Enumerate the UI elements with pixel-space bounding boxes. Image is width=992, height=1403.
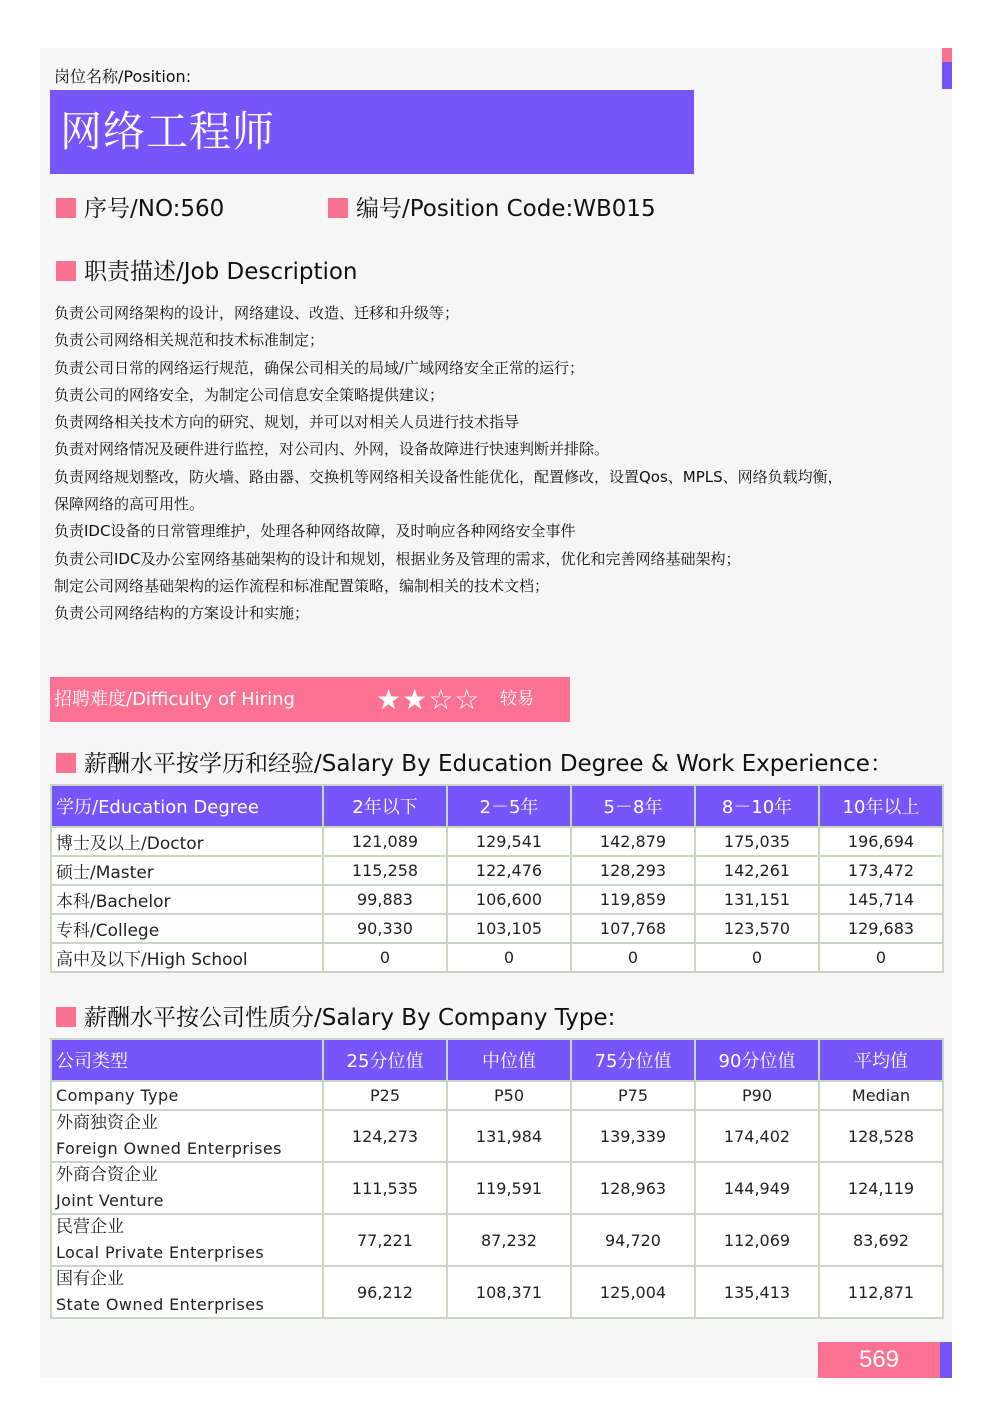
job-title: 网络工程师: [50, 90, 694, 174]
description-line: 负责IDC设备的日常管理维护，处理各种网络故障，及时响应各种网络安全事件: [54, 522, 576, 541]
table-cell: 128,963: [571, 1162, 695, 1214]
row-label: 专科/College: [51, 914, 323, 943]
table-cell: 119,591: [447, 1162, 571, 1214]
hiring-difficulty-bar: [50, 677, 570, 722]
corner-accent-pink: [942, 48, 952, 62]
column-header: 中位值: [447, 1039, 571, 1081]
table-cell: 142,261: [695, 856, 819, 885]
row-label-cn: 外商合资企业: [56, 1165, 158, 1185]
row-label-en: Joint Venture: [56, 1191, 164, 1210]
table-cell: 122,476: [447, 856, 571, 885]
table-cell: 142,879: [571, 827, 695, 856]
row-label-cn: 国有企业: [56, 1269, 124, 1289]
table-cell: P75: [571, 1081, 695, 1110]
table-cell: 128,528: [819, 1110, 943, 1162]
table-cell: 103,105: [447, 914, 571, 943]
table-row: [51, 914, 943, 943]
row-label: 硕士/Master: [51, 856, 323, 885]
row-label-cn: 民营企业: [56, 1217, 124, 1237]
table-cell: 115,258: [323, 856, 447, 885]
table-cell: 90,330: [323, 914, 447, 943]
salary-company-heading: [56, 999, 615, 1032]
row-label-en: State Owned Enterprises: [56, 1295, 265, 1314]
page-number: 569: [818, 1342, 940, 1378]
bullet-square: [56, 753, 76, 773]
row-label: [51, 1110, 323, 1162]
bullet-square: [56, 261, 76, 281]
hiring-difficulty-level: 较易: [500, 689, 534, 709]
table-subheader-row: [51, 1081, 943, 1110]
column-header: 10年以上: [819, 785, 943, 827]
table-cell: 112,871: [819, 1266, 943, 1318]
table-cell: Median: [819, 1081, 943, 1110]
position-label: 岗位名称/Position:: [54, 67, 192, 86]
column-header: 2年以下: [323, 785, 447, 827]
description-line: 负责公司网络架构的设计，网络建设、改造、迁移和升级等；: [54, 304, 460, 322]
table-cell: 87,232: [447, 1214, 571, 1266]
table-cell: 175,035: [695, 827, 819, 856]
table-cell: 108,371: [447, 1266, 571, 1318]
row-label-en: Company Type: [56, 1085, 179, 1105]
description-line: 负责网络规划整改，防火墙、路由器、交换机等网络相关设备性能优化，配置修改，设置Qos、MPLS、网络负载均衡，: [54, 467, 843, 486]
table-cell: 131,151: [695, 885, 819, 914]
row-label: [51, 1081, 323, 1110]
table-row: [51, 1214, 943, 1266]
table-cell: 173,472: [819, 856, 943, 885]
column-header: 75分位值: [571, 1039, 695, 1081]
table-cell: 77,221: [323, 1214, 447, 1266]
column-header: 5－8年: [571, 785, 695, 827]
column-header: 学历/Education Degree: [51, 785, 323, 827]
table-cell: 174,402: [695, 1110, 819, 1162]
salary-company-table: [50, 1038, 944, 1319]
row-label: 高中及以下/High School: [51, 943, 323, 972]
column-header: 公司类型: [51, 1039, 323, 1081]
table-row: [51, 1110, 943, 1162]
column-header: 90分位值: [695, 1039, 819, 1081]
star-rating-icon: ★★☆☆: [376, 683, 481, 716]
table-cell: P25: [323, 1081, 447, 1110]
table-cell: 131,984: [447, 1110, 571, 1162]
table-cell: 0: [571, 943, 695, 972]
serial-number: [56, 190, 224, 223]
table-cell: 107,768: [571, 914, 695, 943]
salary-education-heading-text: 薪酬水平按学历和经验/Salary By Education Degree & Work Experience：: [84, 751, 893, 777]
bullet-square: [56, 1007, 76, 1027]
description-line: 负责网络相关技术方向的研究、规划，并可以对相关人员进行技术指导: [54, 413, 520, 432]
row-label: [51, 1162, 323, 1214]
table-cell: 129,541: [447, 827, 571, 856]
table-cell: 106,600: [447, 885, 571, 914]
table-cell: 96,212: [323, 1266, 447, 1318]
table-row: [51, 856, 943, 885]
row-label: [51, 1266, 323, 1318]
description-line: 负责公司IDC及办公室网络基础架构的设计和规划，根据业务及管理的需求，优化和完善网络基础架构；: [54, 549, 741, 568]
position-code-text: 编号/Position Code:WB015: [356, 196, 656, 222]
table-cell: 121,089: [323, 827, 447, 856]
description-line: 制定公司网络基础架构的运作流程和标准配置策略，编制相关的技术文档；: [54, 576, 550, 595]
table-row: [51, 1162, 943, 1214]
bullet-square: [328, 198, 348, 218]
table-cell: 135,413: [695, 1266, 819, 1318]
table-cell: 0: [819, 943, 943, 972]
table-cell: 99,883: [323, 885, 447, 914]
job-description: [54, 300, 944, 628]
row-label-en: Foreign Owned Enterprises: [56, 1139, 282, 1158]
job-description-heading: [56, 253, 358, 286]
table-cell: 128,293: [571, 856, 695, 885]
row-label: 本科/Bachelor: [51, 885, 323, 914]
table-cell: 112,069: [695, 1214, 819, 1266]
table-cell: 0: [447, 943, 571, 972]
bullet-square: [56, 198, 76, 218]
table-cell: 0: [323, 943, 447, 972]
row-label: [51, 1214, 323, 1266]
description-line: 负责公司的网络安全，为制定公司信息安全策略提供建议；: [54, 385, 445, 404]
description-line: 负责对网络情况及硬件进行监控，对公司内、外网，设备故障进行快速判断并排除。: [54, 440, 610, 459]
column-header: 平均值: [819, 1039, 943, 1081]
table-cell: 144,949: [695, 1162, 819, 1214]
table-row: [51, 827, 943, 856]
page-number-accent: [940, 1342, 952, 1378]
table-header-row: [51, 1039, 943, 1081]
job-description-heading-text: 职责描述/Job Description: [84, 259, 358, 285]
table-cell: 119,859: [571, 885, 695, 914]
table-row: [51, 1266, 943, 1318]
row-label-cn: 外商独资企业: [56, 1113, 158, 1133]
table-cell: 139,339: [571, 1110, 695, 1162]
table-cell: 123,570: [695, 914, 819, 943]
position-code: [328, 190, 656, 223]
serial-number-text: 序号/NO:560: [84, 196, 225, 222]
row-label: 博士及以上/Doctor: [51, 827, 323, 856]
table-cell: 124,273: [323, 1110, 447, 1162]
table-cell: 111,535: [323, 1162, 447, 1214]
table-cell: 94,720: [571, 1214, 695, 1266]
table-cell: 145,714: [819, 885, 943, 914]
salary-education-heading: [56, 745, 893, 778]
salary-company-heading-text: 薪酬水平按公司性质分/Salary By Company Type:: [84, 1005, 616, 1031]
table-cell: P50: [447, 1081, 571, 1110]
table-row: [51, 943, 943, 972]
table-cell: 125,004: [571, 1266, 695, 1318]
table-row: [51, 885, 943, 914]
description-line: 负责公司日常的网络运行规范，确保公司相关的局域/广域网络安全正常的运行；: [54, 358, 585, 377]
description-line: 负责公司网络结构的方案设计和实施；: [54, 604, 310, 623]
corner-accent-purple: [942, 62, 952, 89]
table-cell: 0: [695, 943, 819, 972]
column-header: 25分位值: [323, 1039, 447, 1081]
description-line: 负责公司网络相关规范和技术标准制定；: [54, 331, 325, 350]
description-line: 保障网络的高可用性。: [54, 495, 205, 514]
table-header-row: [51, 785, 943, 827]
table-cell: P90: [695, 1081, 819, 1110]
hiring-difficulty-label: 招聘难度/Difficulty of Hiring: [54, 689, 295, 710]
table-cell: 83,692: [819, 1214, 943, 1266]
table-cell: 196,694: [819, 827, 943, 856]
salary-education-table: [50, 784, 944, 973]
table-cell: 129,683: [819, 914, 943, 943]
column-header: 8－10年: [695, 785, 819, 827]
row-label-en: Local Private Enterprises: [56, 1243, 265, 1262]
column-header: 2－5年: [447, 785, 571, 827]
table-cell: 124,119: [819, 1162, 943, 1214]
